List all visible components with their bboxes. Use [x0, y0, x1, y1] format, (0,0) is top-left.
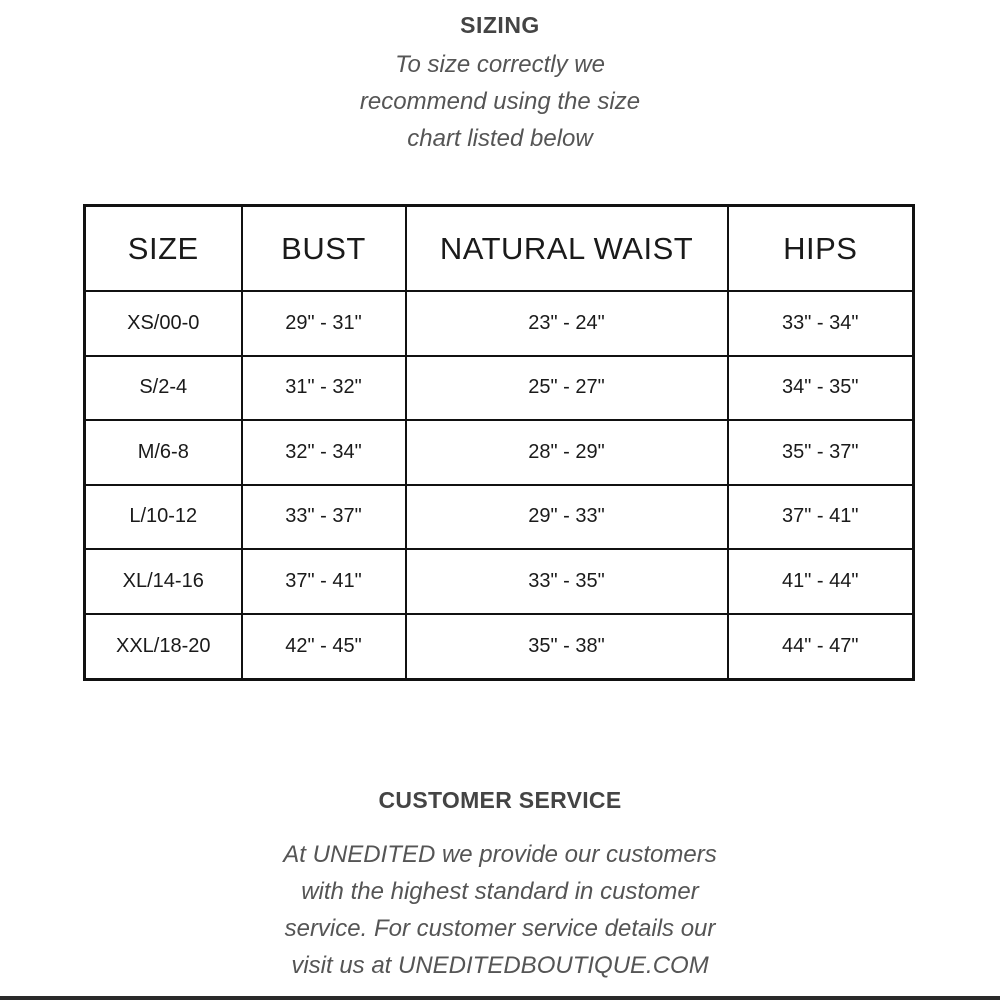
hips-cell: 37" - 41": [728, 485, 914, 550]
column-header-bust: BUST: [242, 206, 406, 292]
hips-cell: 34" - 35": [728, 356, 914, 421]
column-header-size: SIZE: [85, 206, 242, 292]
size-cell: S/2-4: [85, 356, 242, 421]
waist-cell: 23" - 24": [406, 291, 728, 356]
bust-cell: 31" - 32": [242, 356, 406, 421]
sizing-instructions: [300, 46, 700, 157]
bust-cell: 33" - 37": [242, 485, 406, 550]
size-cell: XXL/18-20: [85, 614, 242, 680]
table-header-row: [85, 206, 914, 292]
column-header-natural-waist: NATURAL WAIST: [406, 206, 728, 292]
customer-service-line: At UNEDITED we provide our customers: [283, 841, 717, 868]
table-row: [85, 485, 914, 550]
bust-cell: 32" - 34": [242, 420, 406, 485]
table-row: [85, 356, 914, 421]
waist-cell: 25" - 27": [406, 356, 728, 421]
hips-cell: 44" - 47": [728, 614, 914, 680]
waist-cell: 33" - 35": [406, 549, 728, 614]
bust-cell: 37" - 41": [242, 549, 406, 614]
sizing-instructions-line: chart listed below: [407, 125, 593, 152]
bust-cell: 42" - 45": [242, 614, 406, 680]
size-cell: XL/14-16: [85, 549, 242, 614]
sizing-heading: SIZING: [460, 12, 540, 38]
table-row: [85, 614, 914, 680]
sizing-instructions-line: recommend using the size: [359, 88, 641, 115]
customer-service-line: service. For customer service details our: [284, 915, 716, 942]
waist-cell: 29" - 33": [406, 485, 728, 550]
table-row: [85, 291, 914, 356]
bust-cell: 29" - 31": [242, 291, 406, 356]
customer-service-text: [250, 836, 750, 984]
size-cell: L/10-12: [85, 485, 242, 550]
hips-cell: 41" - 44": [728, 549, 914, 614]
table-row: [85, 549, 914, 614]
size-cell: M/6-8: [85, 420, 242, 485]
customer-service-heading: CUSTOMER SERVICE: [378, 787, 622, 813]
customer-service-line: visit us at UNEDITEDBOUTIQUE.COM: [291, 952, 709, 979]
size-cell: XS/00-0: [85, 291, 242, 356]
waist-cell: 28" - 29": [406, 420, 728, 485]
table-row: [85, 420, 914, 485]
size-chart-table: [83, 204, 915, 681]
bottom-divider: [0, 996, 1000, 1000]
hips-cell: 35" - 37": [728, 420, 914, 485]
hips-cell: 33" - 34": [728, 291, 914, 356]
customer-service-line: with the highest standard in customer: [301, 878, 699, 905]
sizing-instructions-line: To size correctly we: [395, 51, 605, 78]
column-header-hips: HIPS: [728, 206, 914, 292]
waist-cell: 35" - 38": [406, 614, 728, 680]
